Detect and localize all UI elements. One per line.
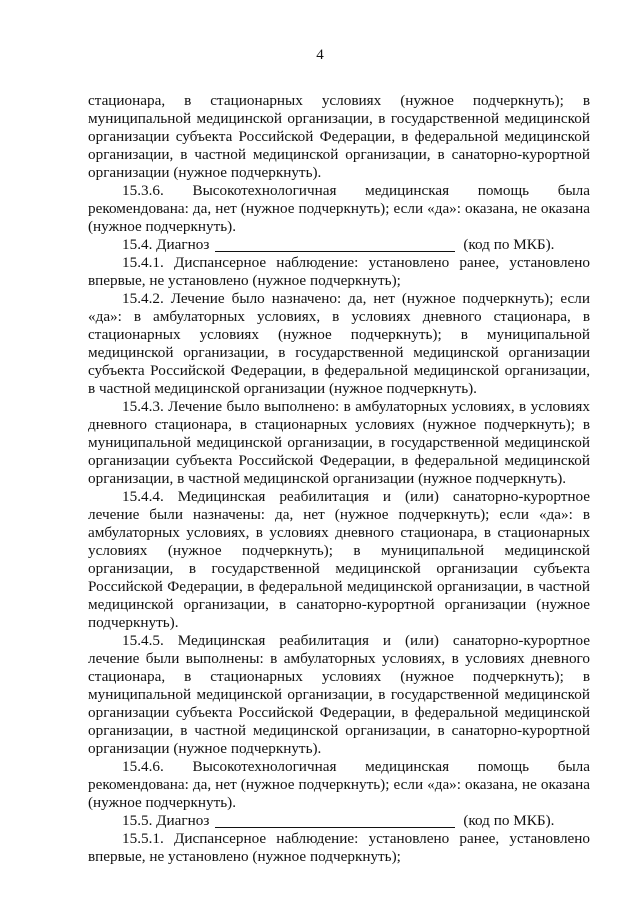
diagnosis-code-suffix: (код по МКБ). [463, 236, 555, 253]
diagnosis-code-suffix: (код по МКБ). [463, 812, 555, 829]
diagnosis-blank-field [215, 813, 455, 828]
paragraph-15-4-2: 15.4.2. Лечение было назначено: да, нет (нужное подчеркнуть); если «да»: в амбулаторных условиях, в условиях дневного стационара, в стационарных условиях (нужное подчеркнуть); в муниципальной медицинской организации, в государственной медицинской организации субъекта Российской Федерации, в федеральной медицинской организации, в частной медицинской организации (нужное подчеркнуть). [88, 290, 590, 397]
document-body [88, 92, 590, 866]
paragraph-15-4-5: 15.4.5. Медицинская реабилитация и (или) санаторно-курортное лечение были выполнены: в амбулаторных условиях, в условиях дневного стационара, в стационарных условиях (нужное подчеркнуть); в муниципальной медицинской организации, в государственной медицинской организации субъекта Российской Федерации, в федеральной медицинской организации, в частной медицинской организации, в санаторно-курортной организации (нужное подчеркнуть). [88, 632, 590, 757]
paragraph-15-5-1: 15.5.1. Диспансерное наблюдение: установлено ранее, установлено впервые, не установлено (нужное подчеркнуть); [88, 830, 590, 865]
paragraph-15-4-6: 15.4.6. Высокотехнологичная медицинская помощь была рекомендована: да, нет (нужное подчеркнуть); если «да»: оказана, не оказана (нужное подчеркнуть). [88, 758, 590, 811]
page-number: 4 [316, 47, 324, 63]
paragraph-15-3-6: 15.3.6. Высокотехнологичная медицинская помощь была рекомендована: да, нет (нужное подчеркнуть); если «да»: оказана, не оказана (нужное подчеркнуть). [88, 182, 590, 235]
paragraph-15-4-3: 15.4.3. Лечение было выполнено: в амбулаторных условиях, в условиях дневного стационара, в стационарных условиях (нужное подчеркнуть); в муниципальной медицинской организации, в государственной медицинской организации субъекта Российской Федерации, в федеральной медицинской организации, в частной медицинской организации (нужное подчеркнуть). [88, 398, 590, 487]
paragraph-15-4-4: 15.4.4. Медицинская реабилитация и (или) санаторно-курортное лечение были назначены: да, нет (нужное подчеркнуть); если «да»: в амбулаторных условиях, в условиях дневного стационара, в стационарных условиях (нужное подчеркнуть); в муниципальной медицинской организации, в государственной медицинской организации субъекта Российской Федерации, в федеральной медицинской организации, в частной медицинской организации, в санаторно-курортной организации (нужное подчеркнуть). [88, 488, 590, 631]
diagnosis-label: 15.4. Диагноз [122, 236, 210, 253]
diagnosis-label: 15.5. Диагноз [122, 812, 210, 829]
paragraph-continuation: стационара, в стационарных условиях (нужное подчеркнуть); в муниципальной медицинской организации, в государственной медицинской организации субъекта Российской Федерации, в федеральной медицинской организации, в частной медицинской организации, в санаторно-курортной организации (нужное подчеркнуть). [88, 92, 590, 181]
diagnosis-blank-field [215, 237, 455, 252]
diagnosis-line-15-5 [88, 812, 590, 830]
diagnosis-line-15-4 [88, 236, 590, 254]
paragraph-15-4-1: 15.4.1. Диспансерное наблюдение: установлено ранее, установлено впервые, не установлено (нужное подчеркнуть); [88, 254, 590, 289]
